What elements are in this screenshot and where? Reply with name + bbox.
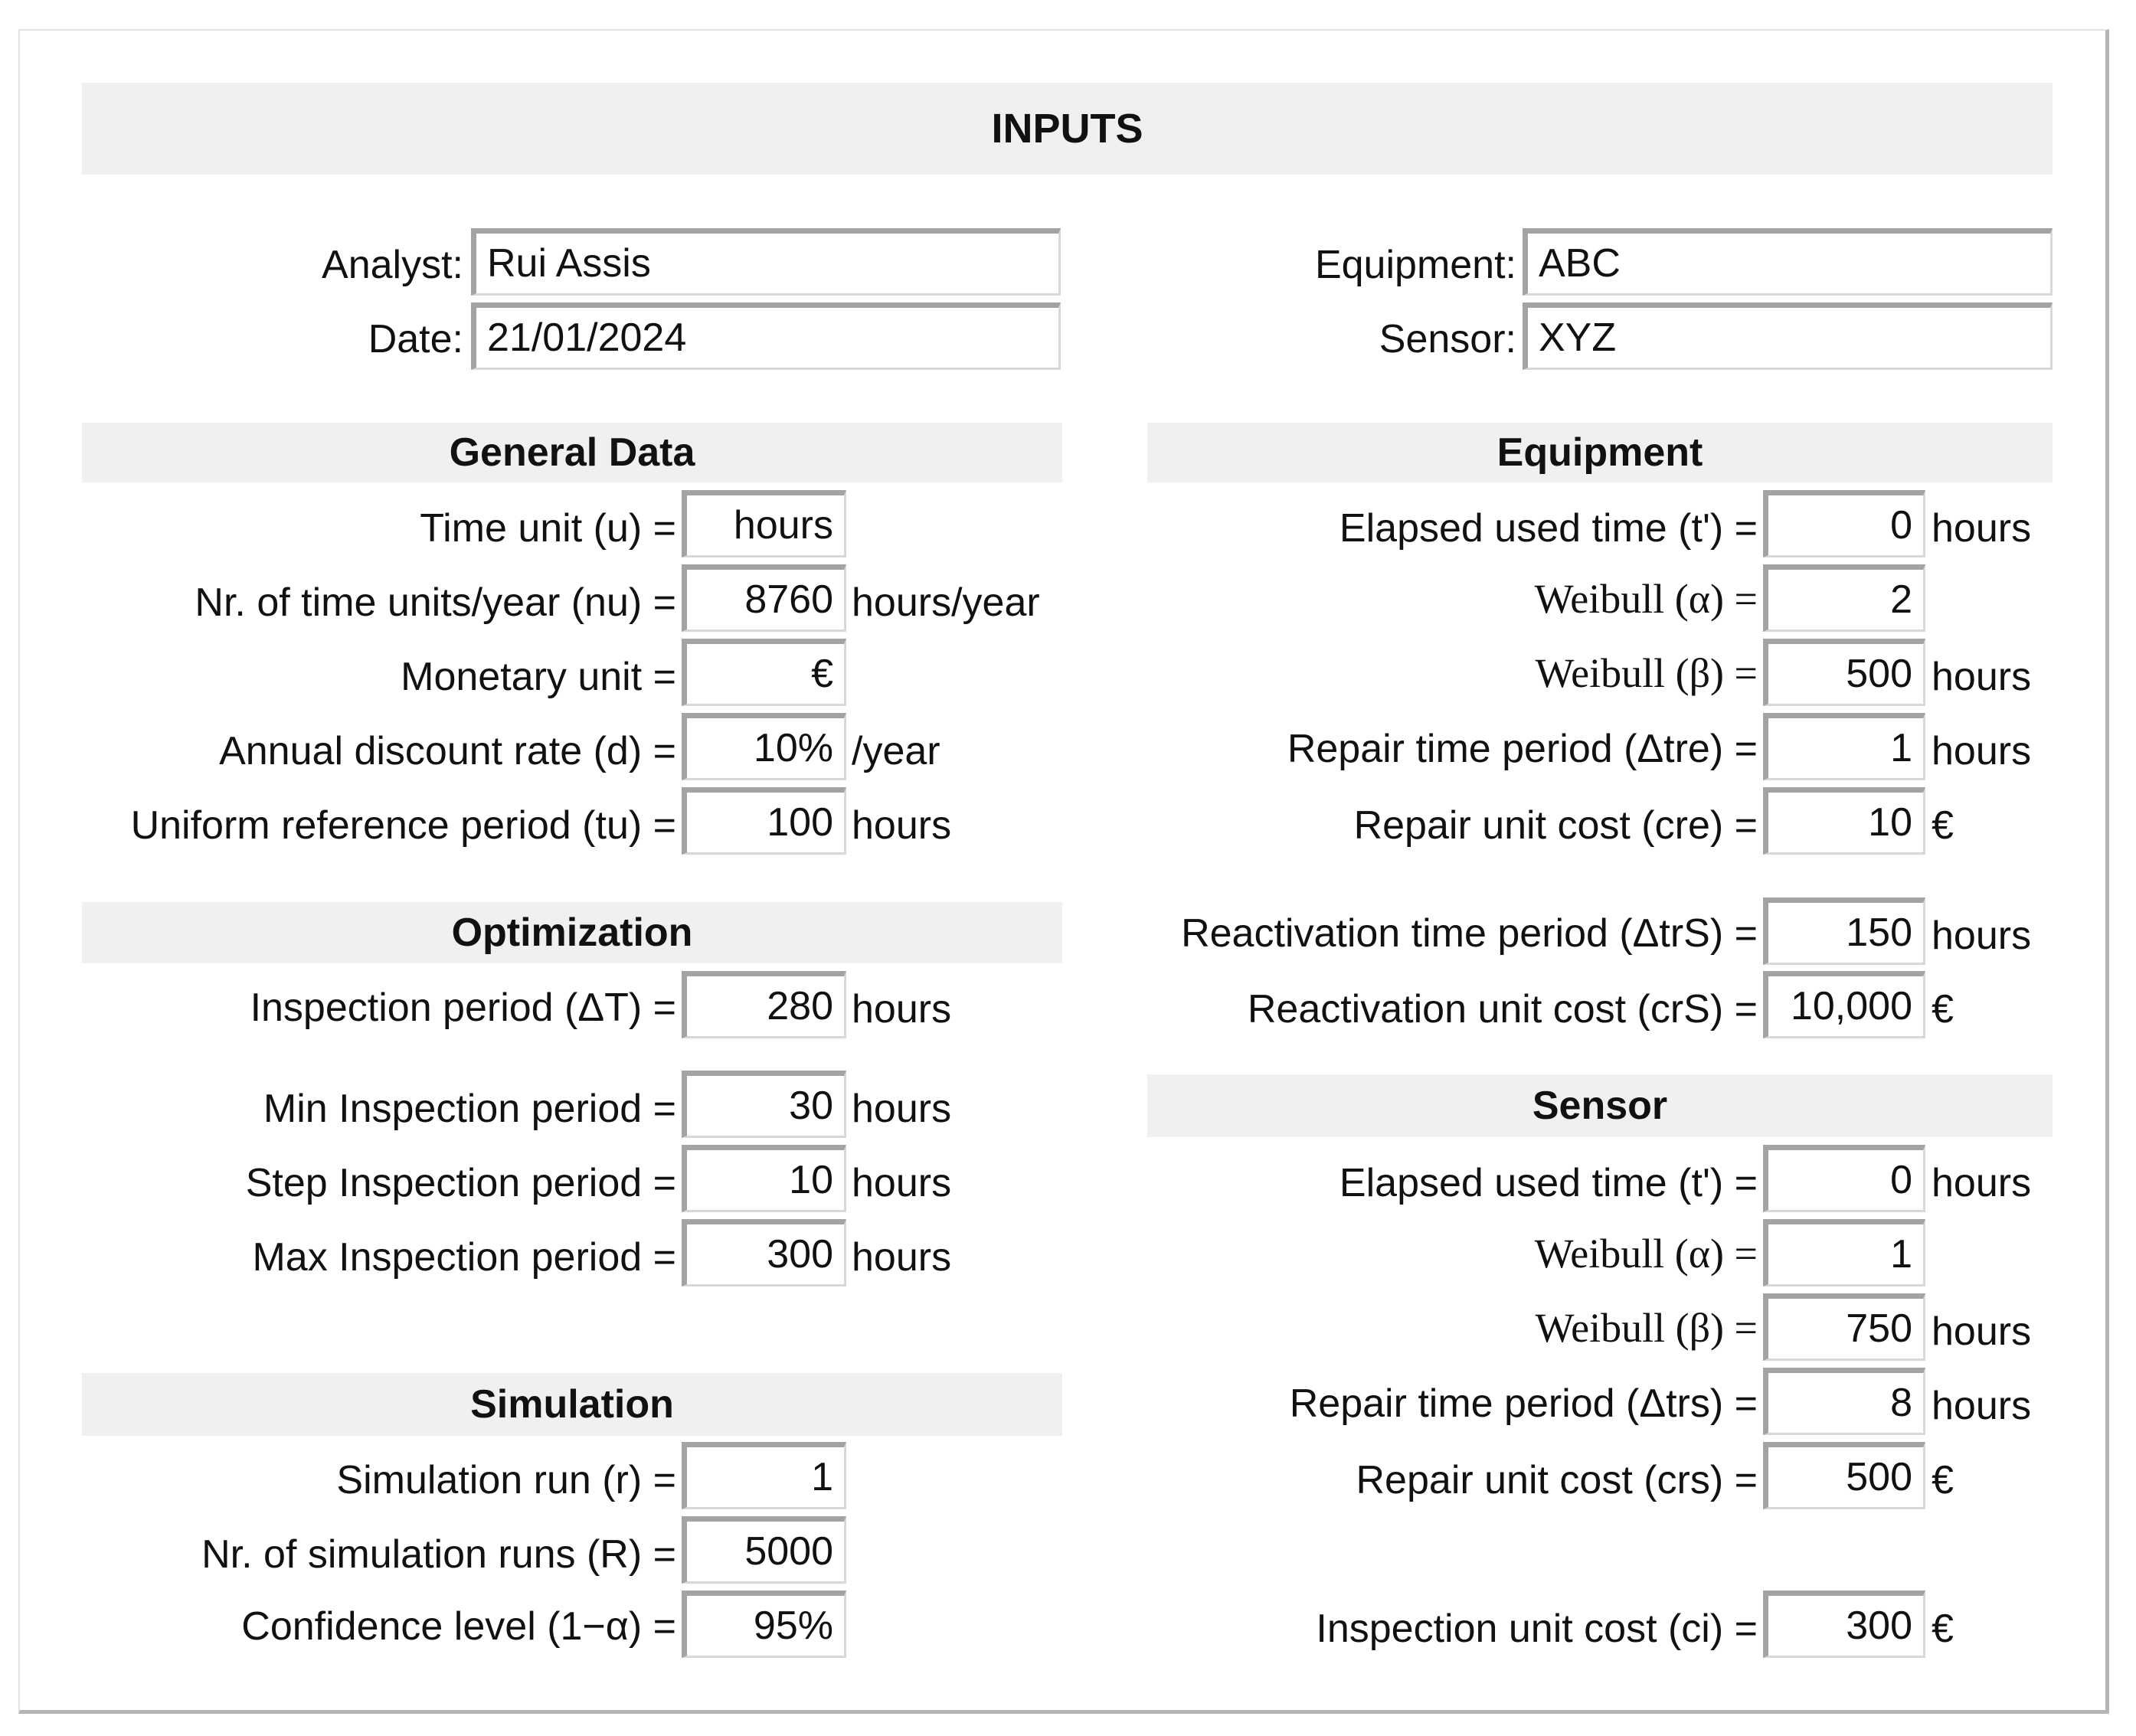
- step-inspection-label: Step Inspection period =: [245, 1161, 676, 1205]
- equip-elapsed-time-input[interactable]: 0: [1763, 490, 1925, 557]
- sensor-elapsed-time-label: Elapsed used time (t') =: [1339, 1161, 1758, 1205]
- equip-reactivation-time-unit: hours: [1932, 914, 2032, 958]
- inspection-cost-unit: €: [1932, 1607, 1954, 1651]
- equip-repair-time-label: Repair time period (Δtre) =: [1287, 727, 1758, 771]
- monetary-unit-label: Monetary unit =: [401, 655, 676, 699]
- simulation-heading: Simulation: [82, 1373, 1062, 1436]
- equip-repair-cost-label: Repair unit cost (cre) =: [1353, 803, 1758, 848]
- date-label: Date:: [368, 317, 463, 361]
- equipment-heading: Equipment: [1147, 423, 2053, 482]
- sensor-repair-time-input[interactable]: 8: [1763, 1368, 1925, 1435]
- equip-reactivation-time-label: Reactivation time period (ΔtrS) =: [1181, 911, 1758, 956]
- sensor-repair-time-label: Repair time period (Δtrs) =: [1289, 1381, 1758, 1426]
- equip-elapsed-time-label: Elapsed used time (t') =: [1339, 506, 1758, 551]
- discount-rate-unit: /year: [852, 729, 940, 773]
- inspection-period-label: Inspection period (ΔT) =: [250, 986, 676, 1030]
- simulation-runs-input[interactable]: 5000: [682, 1516, 846, 1584]
- sensor-weibull-alpha-input[interactable]: 1: [1763, 1219, 1925, 1286]
- reference-period-unit: hours: [852, 803, 952, 848]
- min-inspection-input[interactable]: 30: [682, 1071, 846, 1138]
- equip-repair-cost-input[interactable]: 10: [1763, 787, 1925, 855]
- equip-weibull-alpha-label: Weibull (α) =: [1534, 576, 1758, 622]
- time-unit-input[interactable]: hours: [682, 490, 846, 557]
- monetary-unit-input[interactable]: €: [682, 639, 846, 706]
- sensor-elapsed-time-input[interactable]: 0: [1763, 1145, 1925, 1212]
- equip-repair-time-input[interactable]: 1: [1763, 713, 1925, 780]
- general-data-heading: General Data: [82, 423, 1062, 482]
- sensor-heading: Sensor: [1147, 1074, 2053, 1137]
- time-units-per-year-label: Nr. of time units/year (nu) =: [195, 580, 676, 625]
- equip-reactivation-time-input[interactable]: 150: [1763, 897, 1925, 965]
- sensor-repair-time-unit: hours: [1932, 1384, 2032, 1428]
- equip-weibull-beta-label: Weibull (β) =: [1535, 650, 1758, 696]
- confidence-level-label: Confidence level (1−α) =: [241, 1604, 676, 1649]
- optimization-heading: Optimization: [82, 902, 1062, 963]
- step-inspection-input[interactable]: 10: [682, 1145, 846, 1212]
- reference-period-label: Uniform reference period (tu) =: [130, 803, 676, 848]
- sensor-weibull-beta-input[interactable]: 750: [1763, 1293, 1925, 1361]
- min-inspection-label: Min Inspection period =: [263, 1087, 676, 1131]
- step-inspection-unit: hours: [852, 1161, 952, 1205]
- time-units-per-year-unit: hours/year: [852, 580, 1040, 625]
- discount-rate-label: Annual discount rate (d) =: [219, 729, 676, 773]
- equip-elapsed-time-unit: hours: [1932, 506, 2032, 551]
- equip-repair-time-unit: hours: [1932, 729, 2032, 773]
- time-unit-label: Time unit (u) =: [420, 506, 676, 551]
- equip-repair-cost-unit: €: [1932, 803, 1954, 848]
- equip-reactivation-cost-input[interactable]: 10,000: [1763, 971, 1925, 1038]
- sensor-label: Sensor:: [1379, 317, 1516, 361]
- discount-rate-input[interactable]: 10%: [682, 713, 846, 780]
- inspection-period-unit: hours: [852, 987, 952, 1031]
- time-units-per-year-input[interactable]: 8760: [682, 564, 846, 632]
- min-inspection-unit: hours: [852, 1087, 952, 1131]
- inputs-title: INPUTS: [82, 83, 2053, 175]
- equipment-label: Equipment:: [1314, 243, 1516, 287]
- equipment-input[interactable]: ABC: [1523, 228, 2053, 296]
- analyst-label: Analyst:: [322, 243, 463, 287]
- sensor-weibull-alpha-label: Weibull (α) =: [1534, 1231, 1758, 1277]
- equip-reactivation-cost-label: Reactivation unit cost (crS) =: [1247, 987, 1758, 1031]
- simulation-run-input[interactable]: 1: [682, 1442, 846, 1509]
- equip-weibull-alpha-input[interactable]: 2: [1763, 564, 1925, 632]
- max-inspection-unit: hours: [852, 1235, 952, 1280]
- sensor-repair-cost-input[interactable]: 500: [1763, 1442, 1925, 1509]
- inspection-cost-input[interactable]: 300: [1763, 1591, 1925, 1658]
- analyst-input[interactable]: Rui Assis: [471, 228, 1061, 296]
- sensor-repair-cost-label: Repair unit cost (crs) =: [1356, 1458, 1758, 1502]
- equip-weibull-beta-unit: hours: [1932, 655, 2032, 699]
- simulation-runs-label: Nr. of simulation runs (R) =: [201, 1532, 676, 1577]
- inspection-period-input[interactable]: 280: [682, 971, 846, 1038]
- sensor-weibull-beta-label: Weibull (β) =: [1535, 1305, 1758, 1351]
- confidence-level-input[interactable]: 95%: [682, 1591, 846, 1658]
- reference-period-input[interactable]: 100: [682, 787, 846, 855]
- sensor-weibull-beta-unit: hours: [1932, 1309, 2032, 1354]
- sensor-repair-cost-unit: €: [1932, 1458, 1954, 1502]
- inspection-cost-label: Inspection unit cost (ci) =: [1316, 1607, 1758, 1651]
- sensor-elapsed-time-unit: hours: [1932, 1161, 2032, 1205]
- date-input[interactable]: 21/01/2024: [471, 302, 1061, 370]
- equip-reactivation-cost-unit: €: [1932, 987, 1954, 1031]
- equip-weibull-beta-input[interactable]: 500: [1763, 639, 1925, 706]
- sensor-input[interactable]: XYZ: [1523, 302, 2053, 370]
- max-inspection-label: Max Inspection period =: [252, 1235, 676, 1280]
- max-inspection-input[interactable]: 300: [682, 1219, 846, 1286]
- simulation-run-label: Simulation run (r) =: [336, 1458, 676, 1502]
